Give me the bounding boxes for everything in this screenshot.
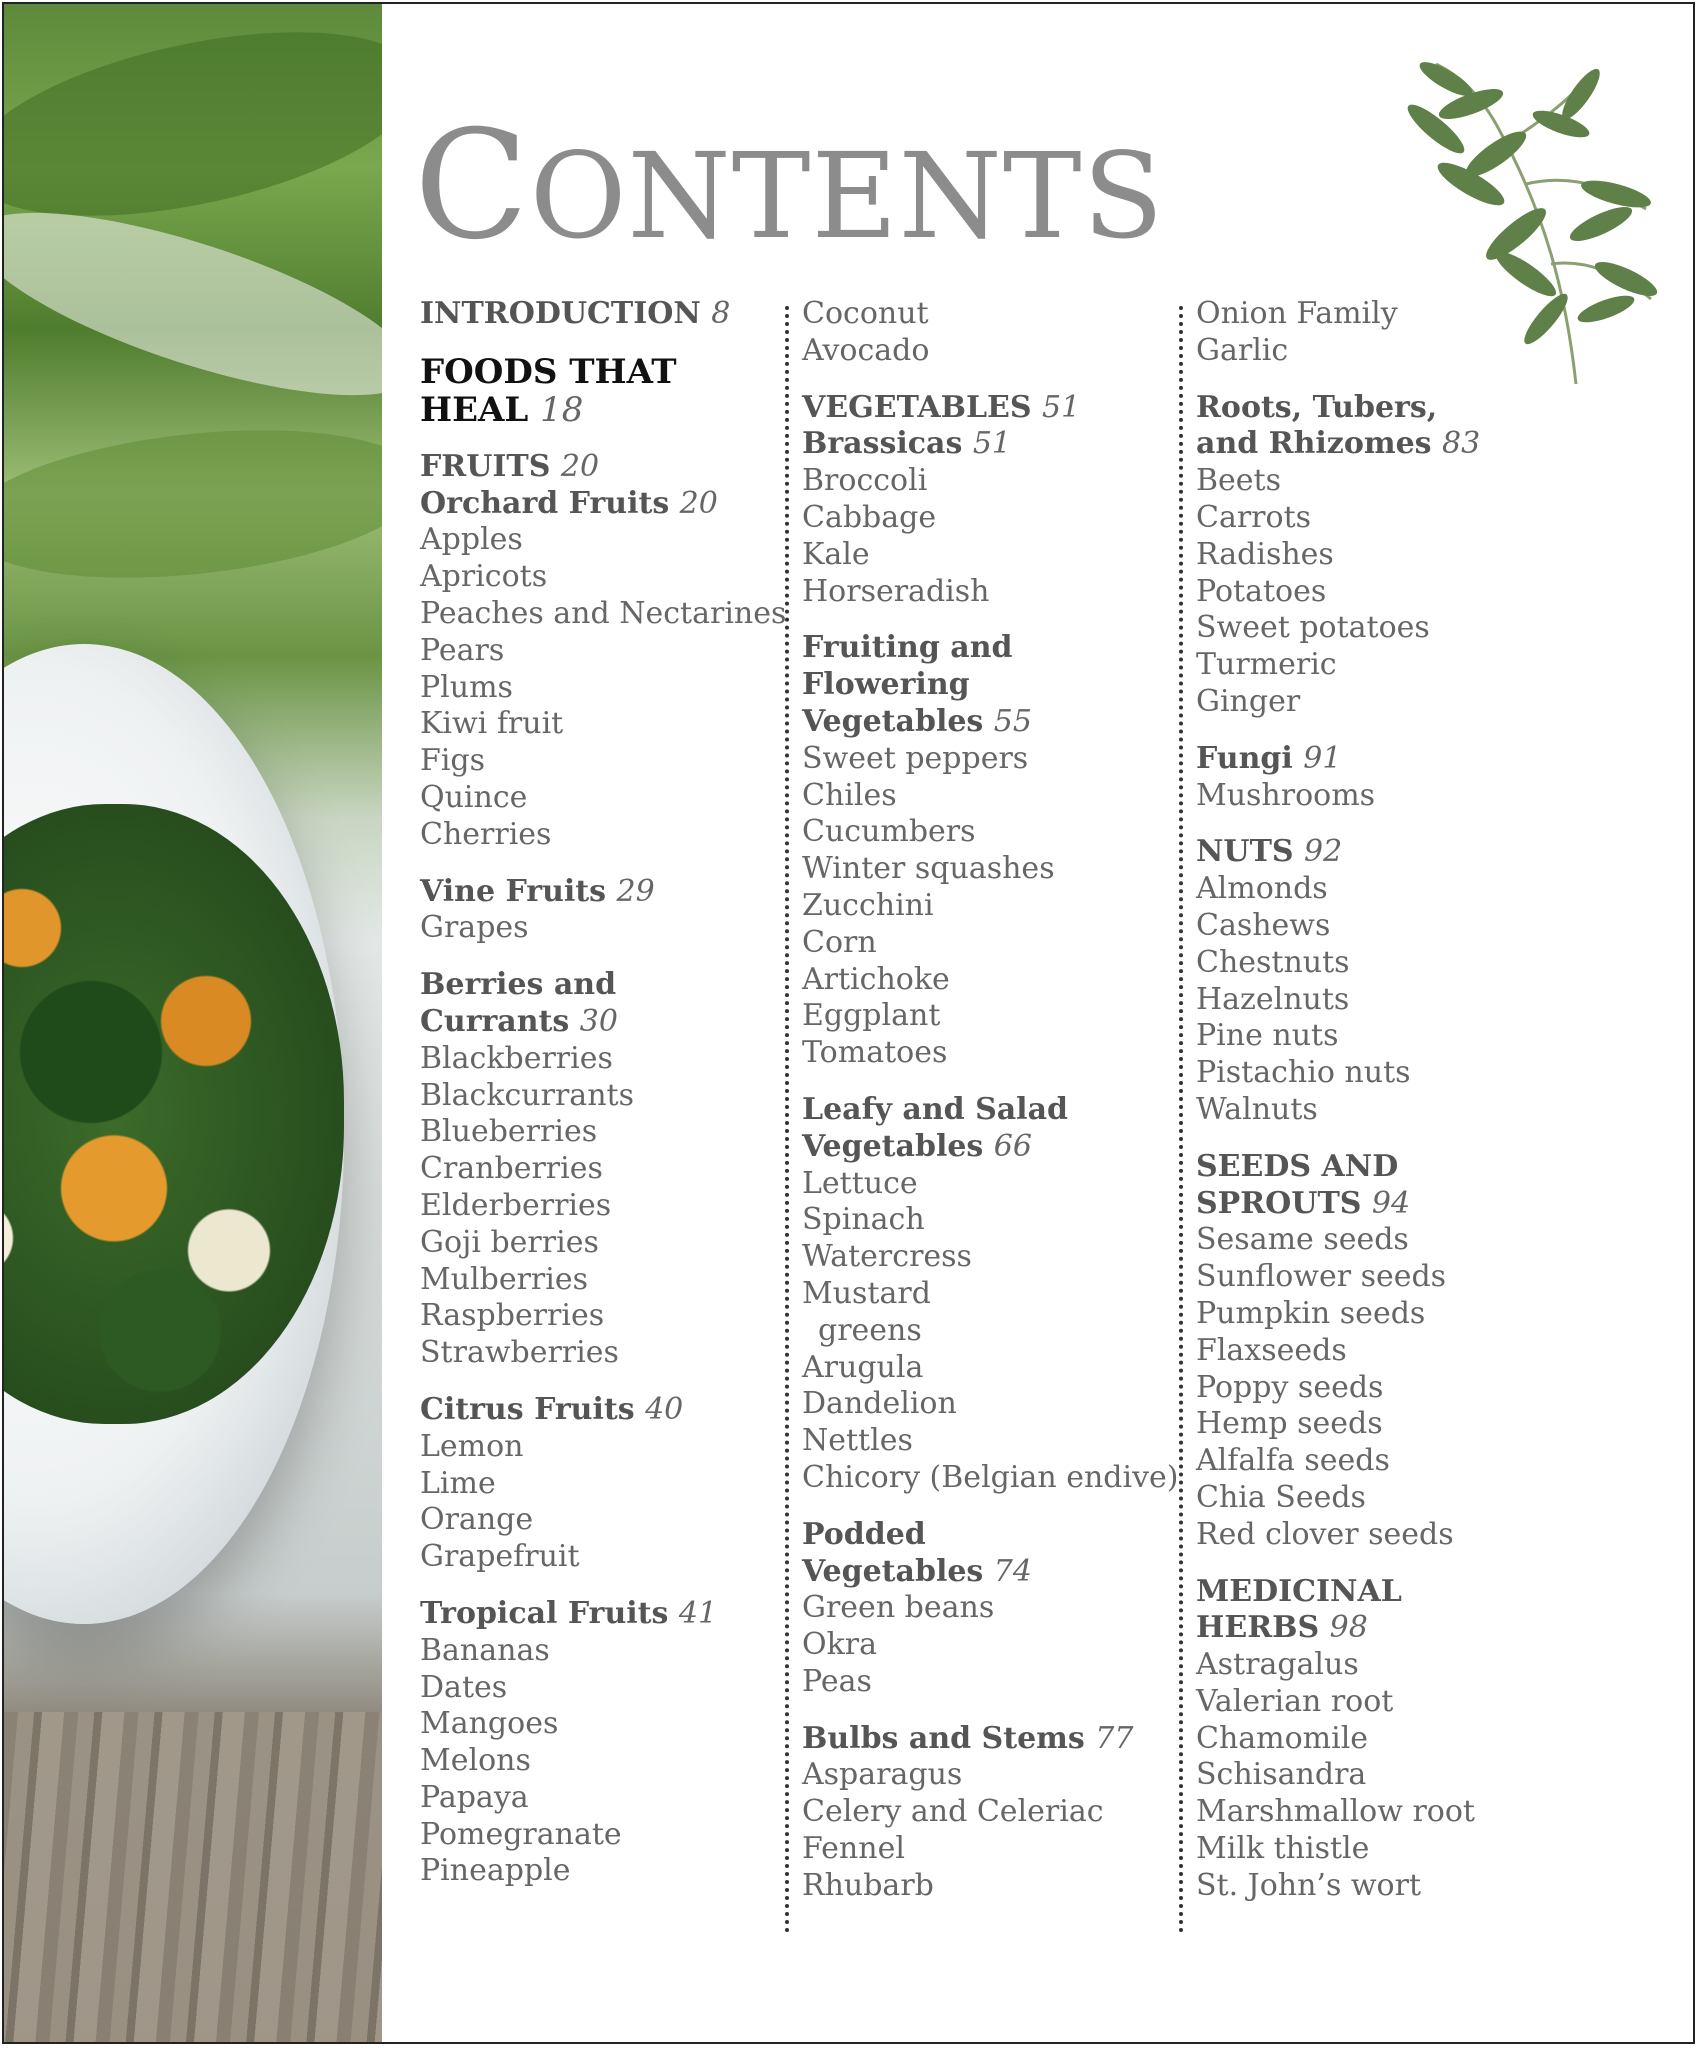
- heading-text: FOODS THAT: [420, 351, 677, 392]
- toc-entry[interactable]: Garlic: [1196, 332, 1289, 368]
- toc-entry[interactable]: Kiwi fruit: [420, 706, 564, 742]
- toc-entry[interactable]: Orange: [420, 1502, 534, 1538]
- section-heading[interactable]: [420, 874, 786, 911]
- toc-entry[interactable]: Green beans: [802, 1590, 995, 1626]
- toc-entry[interactable]: Mushrooms: [1196, 777, 1376, 813]
- heading-text: Bulbs and Stems: [802, 1720, 1085, 1756]
- toc-entry[interactable]: Elderberries: [420, 1187, 612, 1223]
- page-number: 51: [1042, 389, 1081, 425]
- toc-section: [802, 1092, 1178, 1497]
- toc-entry[interactable]: Ginger: [1196, 683, 1301, 719]
- toc-entry[interactable]: greens: [818, 1312, 922, 1348]
- toc-entry[interactable]: Chicory (Belgian endive): [802, 1459, 1179, 1495]
- heading-text: NUTS: [1196, 834, 1294, 870]
- section-heading[interactable]: [420, 296, 786, 333]
- toc-entry[interactable]: Chestnuts: [1196, 944, 1350, 980]
- photo-wood-table: [4, 1712, 382, 2042]
- toc-entry[interactable]: Mangoes: [420, 1706, 559, 1742]
- toc-entry[interactable]: Lettuce: [802, 1165, 918, 1201]
- toc-entry[interactable]: Tomatoes: [802, 1035, 948, 1071]
- toc-entry[interactable]: Cranberries: [420, 1151, 603, 1187]
- toc-entry[interactable]: Bananas: [420, 1632, 550, 1668]
- page-number: 83: [1442, 426, 1481, 462]
- toc-column: [802, 296, 1178, 1905]
- toc-entry[interactable]: Artichoke: [802, 961, 950, 997]
- page-title: [414, 99, 1164, 273]
- toc-entry[interactable]: Grapes: [420, 910, 529, 946]
- heading-text: MEDICINAL: [1196, 1573, 1402, 1609]
- section-heading[interactable]: [802, 1554, 1178, 1591]
- toc-entry[interactable]: Flaxseeds: [1196, 1332, 1347, 1368]
- toc-entry[interactable]: Mulberries: [420, 1261, 589, 1297]
- toc-section: [420, 874, 786, 948]
- toc-section: [802, 390, 1178, 611]
- section-heading[interactable]: [1196, 1574, 1480, 1611]
- toc-entry[interactable]: Papaya: [420, 1779, 529, 1815]
- toc-section: [1196, 296, 1480, 370]
- toc-entry[interactable]: Pistachio nuts: [1196, 1055, 1411, 1091]
- toc-entry[interactable]: Arugula: [802, 1349, 924, 1385]
- toc-entry[interactable]: Blackberries: [420, 1040, 613, 1076]
- toc-entry[interactable]: Cabbage: [802, 499, 937, 535]
- toc-entry[interactable]: Rhubarb: [802, 1867, 934, 1903]
- toc-section: [1196, 390, 1480, 721]
- photo-highlight: [4, 176, 382, 432]
- toc-entry[interactable]: Dates: [420, 1669, 508, 1705]
- toc-entry[interactable]: Walnuts: [1196, 1091, 1318, 1127]
- toc-entry[interactable]: Apples: [420, 522, 523, 558]
- toc-entry[interactable]: Plums: [420, 669, 513, 705]
- toc-entry[interactable]: Hemp seeds: [1196, 1406, 1383, 1442]
- heading-text: Vegetables: [802, 1128, 984, 1164]
- section-heading[interactable]: [802, 1517, 1178, 1554]
- toc-entry[interactable]: Chamomile: [1196, 1720, 1369, 1756]
- toc-entry[interactable]: Grapefruit: [420, 1539, 580, 1575]
- section-heading[interactable]: [420, 1392, 786, 1429]
- page-number: 74: [993, 1553, 1032, 1589]
- toc-entry[interactable]: Cherries: [420, 816, 552, 852]
- toc-entry[interactable]: Valerian root: [1196, 1683, 1394, 1719]
- toc-entry[interactable]: Pine nuts: [1196, 1018, 1339, 1054]
- toc-entry[interactable]: Onion Family: [1196, 296, 1398, 331]
- toc-entry[interactable]: Pumpkin seeds: [1196, 1295, 1426, 1331]
- toc-entry[interactable]: Celery and Celeriac: [802, 1794, 1104, 1830]
- heading-text: SPROUTS: [1196, 1185, 1362, 1221]
- heading-text: Flowering: [802, 667, 970, 703]
- toc-entry[interactable]: Kale: [802, 536, 870, 572]
- heading-text: HEAL: [420, 389, 529, 430]
- section-heading[interactable]: [1196, 426, 1480, 463]
- page-number: 77: [1095, 1720, 1134, 1756]
- heading-text: SEEDS AND: [1196, 1148, 1399, 1184]
- section-heading[interactable]: [420, 449, 786, 486]
- photo-leaves: [4, 410, 382, 597]
- heading-text: and Rhizomes: [1196, 426, 1432, 462]
- toc-entry[interactable]: Marshmallow root: [1196, 1794, 1475, 1830]
- toc-entry[interactable]: Strawberries: [420, 1335, 619, 1371]
- toc-entry[interactable]: Spinach: [802, 1202, 925, 1238]
- section-heading[interactable]: [420, 486, 786, 523]
- heading-text: Berries and: [420, 967, 617, 1003]
- toc-entry[interactable]: Turmeric: [1196, 647, 1337, 683]
- toc-entry[interactable]: Nettles: [802, 1423, 913, 1459]
- toc-entry[interactable]: Red clover seeds: [1196, 1516, 1454, 1552]
- toc-section: [420, 1392, 786, 1576]
- page-number: 66: [993, 1128, 1032, 1164]
- heading-text: Vegetables: [802, 1553, 984, 1589]
- section-heading[interactable]: [420, 391, 786, 429]
- toc-entry[interactable]: Chiles: [802, 777, 897, 813]
- toc-entry[interactable]: Blackcurrants: [420, 1077, 634, 1113]
- toc-entry[interactable]: Chia Seeds: [1196, 1479, 1366, 1515]
- toc-entry[interactable]: Potatoes: [1196, 573, 1327, 609]
- toc-entry[interactable]: St. John’s wort: [1196, 1867, 1422, 1903]
- toc-entry[interactable]: Lemon: [420, 1428, 524, 1464]
- section-heading[interactable]: [1196, 1149, 1480, 1186]
- title-initial: C: [414, 99, 530, 273]
- toc-section: [802, 1517, 1178, 1701]
- toc-section: [1196, 1574, 1480, 1905]
- toc-section: [420, 1596, 786, 1890]
- toc-entry[interactable]: Milk thistle: [1196, 1831, 1370, 1867]
- heading-text: VEGETABLES: [802, 389, 1032, 425]
- heading-text: Roots, Tubers,: [1196, 389, 1438, 425]
- toc-entry[interactable]: Fennel: [802, 1831, 905, 1867]
- toc-entry[interactable]: Avocado: [802, 332, 930, 368]
- section-heading[interactable]: [802, 1721, 1178, 1758]
- toc-entry[interactable]: Okra: [802, 1627, 877, 1663]
- page-number: 30: [579, 1003, 618, 1039]
- toc-section: [420, 296, 786, 333]
- page-number: 51: [972, 426, 1012, 462]
- toc-entry[interactable]: Mustard: [802, 1275, 931, 1311]
- toc-entry[interactable]: Broccoli: [802, 463, 928, 499]
- page-number: 18: [540, 389, 584, 430]
- column-divider: [1179, 306, 1183, 1934]
- toc-entry[interactable]: Corn: [802, 924, 877, 960]
- toc-entry[interactable]: Beets: [1196, 463, 1282, 499]
- toc-entry[interactable]: Pears: [420, 632, 505, 668]
- toc-entry[interactable]: Lime: [420, 1465, 496, 1501]
- section-heading[interactable]: [802, 704, 1178, 741]
- toc-entry[interactable]: Cucumbers: [802, 814, 976, 850]
- toc-entry[interactable]: Zucchini: [802, 887, 934, 923]
- page-number: 41: [678, 1595, 718, 1631]
- toc-entry[interactable]: Sweet peppers: [802, 740, 1029, 776]
- toc-section: [1196, 1149, 1480, 1554]
- toc-entry[interactable]: Eggplant: [802, 998, 941, 1034]
- toc-entry[interactable]: Sunflower seeds: [1196, 1259, 1447, 1295]
- section-heading[interactable]: [802, 1129, 1178, 1166]
- heading-text: Brassicas: [802, 426, 963, 462]
- heading-text: FRUITS: [420, 448, 551, 484]
- page-number: 20: [679, 485, 718, 521]
- toc-entry[interactable]: Melons: [420, 1743, 531, 1779]
- toc-section: [802, 1721, 1178, 1905]
- page-number: 91: [1303, 740, 1342, 776]
- heading-text: Citrus Fruits: [420, 1391, 635, 1427]
- section-heading[interactable]: [802, 630, 1178, 667]
- section-heading[interactable]: [1196, 390, 1480, 427]
- toc-entry[interactable]: Schisandra: [1196, 1757, 1367, 1793]
- heading-text: Currants: [420, 1003, 570, 1039]
- toc-entry[interactable]: Peaches and Nectarines: [420, 595, 787, 631]
- toc-entry[interactable]: Horseradish: [802, 573, 990, 609]
- section-heading[interactable]: [802, 426, 1178, 463]
- page-number: 40: [645, 1391, 684, 1427]
- toc-entry[interactable]: Peas: [802, 1663, 872, 1699]
- toc-entry[interactable]: Pomegranate: [420, 1816, 622, 1852]
- section-heading[interactable]: [420, 1004, 786, 1041]
- heading-text: Vegetables: [802, 703, 984, 739]
- section-heading[interactable]: [420, 353, 786, 391]
- heading-text: HERBS: [1196, 1610, 1320, 1646]
- toc-entry[interactable]: Dandelion: [802, 1386, 957, 1422]
- page-number: 98: [1329, 1610, 1368, 1646]
- section-heading[interactable]: [1196, 1610, 1480, 1647]
- toc-section: [802, 630, 1178, 1072]
- heading-text: Fruiting and: [802, 630, 1013, 666]
- toc-entry[interactable]: Almonds: [1196, 871, 1328, 907]
- section-heading[interactable]: [420, 1596, 786, 1633]
- toc-entry[interactable]: Radishes: [1196, 536, 1334, 572]
- section-heading[interactable]: [420, 967, 786, 1004]
- toc-entry[interactable]: Cashews: [1196, 907, 1331, 943]
- heading-text: Podded: [802, 1516, 926, 1552]
- toc-entry[interactable]: Quince: [420, 779, 528, 815]
- toc-entry[interactable]: Alfalfa seeds: [1196, 1443, 1390, 1479]
- section-heading[interactable]: [802, 1092, 1178, 1129]
- toc-entry[interactable]: Goji berries: [420, 1224, 599, 1260]
- section-heading[interactable]: [802, 390, 1178, 427]
- toc-entry[interactable]: Blueberries: [420, 1114, 598, 1150]
- toc-column: [420, 296, 786, 1890]
- heading-text: Vine Fruits: [420, 873, 607, 909]
- heading-text: INTRODUCTION: [420, 296, 701, 331]
- toc-entry[interactable]: Astragalus: [1196, 1647, 1359, 1683]
- toc-entry[interactable]: Pineapple: [420, 1853, 571, 1889]
- toc-entry[interactable]: Sweet potatoes: [1196, 610, 1430, 646]
- title-rest: ONTENTS: [529, 127, 1165, 265]
- toc-section: [420, 967, 786, 1372]
- heading-text: Fungi: [1196, 740, 1293, 776]
- page-number: 92: [1304, 834, 1343, 870]
- heading-text: Orchard Fruits: [420, 485, 670, 521]
- toc-entry[interactable]: Winter squashes: [802, 851, 1055, 887]
- section-heading[interactable]: [1196, 741, 1480, 778]
- toc-section: [1196, 741, 1480, 815]
- toc-column: [1196, 296, 1480, 1905]
- toc-entry[interactable]: Sesame seeds: [1196, 1222, 1409, 1258]
- page-number: 55: [993, 703, 1032, 739]
- toc-entry[interactable]: Poppy seeds: [1196, 1369, 1384, 1405]
- toc-section: [420, 449, 786, 854]
- toc-section: [802, 296, 1178, 370]
- toc-entry[interactable]: Raspberries: [420, 1298, 605, 1334]
- section-heading[interactable]: [802, 667, 1178, 704]
- page-number: 29: [616, 873, 655, 909]
- salad-photo: [4, 4, 382, 2042]
- toc-entry[interactable]: Watercress: [802, 1239, 972, 1275]
- toc-entry[interactable]: Figs: [420, 743, 486, 779]
- toc-entry[interactable]: Carrots: [1196, 499, 1312, 535]
- page-number: 8: [711, 296, 731, 331]
- toc-section: [1196, 834, 1480, 1128]
- section-heading[interactable]: [1196, 1186, 1480, 1223]
- toc-section: [420, 353, 786, 429]
- toc-entry[interactable]: Hazelnuts: [1196, 981, 1350, 1017]
- heading-text: Tropical Fruits: [420, 1595, 669, 1631]
- section-heading[interactable]: [1196, 834, 1480, 871]
- heading-text: Leafy and Salad: [802, 1091, 1068, 1127]
- toc-entry[interactable]: Asparagus: [802, 1757, 963, 1793]
- toc-entry[interactable]: Coconut: [802, 296, 929, 331]
- toc-entry[interactable]: Apricots: [420, 559, 548, 595]
- page-number: 20: [560, 448, 600, 484]
- contents-page: [2, 2, 1695, 2044]
- page-number: 94: [1371, 1185, 1411, 1221]
